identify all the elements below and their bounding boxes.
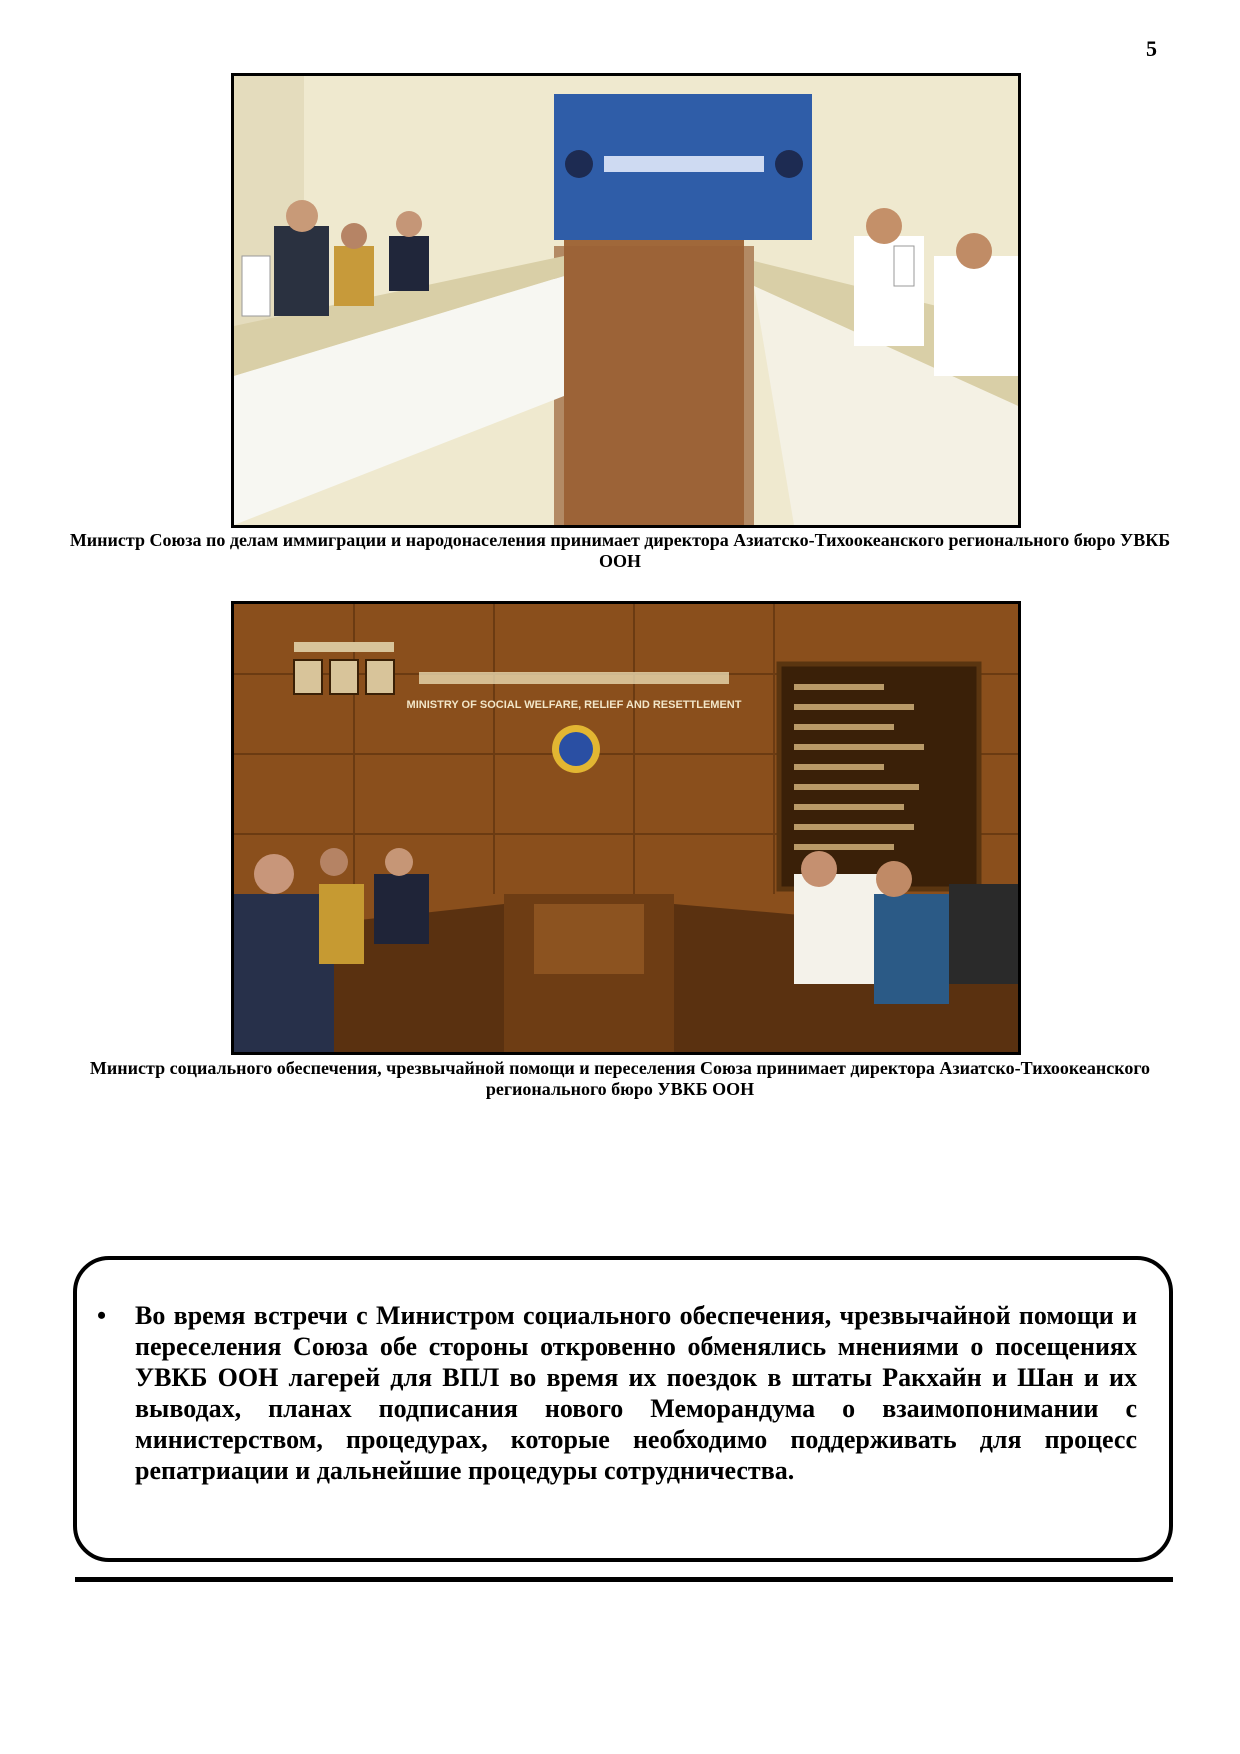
meeting-photo-immigration [231, 73, 1021, 528]
meeting-photo-social-welfare-image [234, 604, 1018, 1052]
horizontal-rule [75, 1577, 1173, 1582]
summary-box [73, 1256, 1173, 1562]
page-number: 5 [1146, 36, 1157, 61]
photo-caption-2: Министр социального обеспечения, чрезвычайной помощи и переселения Союза принимает директора Азиатско-Тихоокеанского регионального бюро УВКБ ООН [89, 1058, 1151, 1099]
ministry-banner-text: MINISTRY OF SOCIAL WELFARE, RELIEF AND RESETTLEMENT [406, 699, 742, 711]
meeting-photo-social-welfare [231, 601, 1021, 1055]
meeting-photo-immigration-image [234, 76, 1018, 525]
summary-text: Во время встречи с Министром социального обеспечения, чрезвычайной помощи и переселения Союза обе стороны откровенно обменялись мнениями о посещениях УВКБ ООН лагерей для ВПЛ во время их поездок в штаты Ракхайн и Шан и их выводах, планах подписания нового Меморандума о взаимопонимании с министерством, процедурах, которые необходимо поддерживать для процесс репатриации и дальнейшие процедуры сотрудничества. [135, 1301, 1137, 1485]
photo-caption-1: Министр Союза по делам иммиграции и народонаселения принимает директора Азиатско-Тихоокеанского регионального бюро УВКБ ООН [69, 530, 1171, 571]
bullet-icon: • [97, 1301, 107, 1330]
